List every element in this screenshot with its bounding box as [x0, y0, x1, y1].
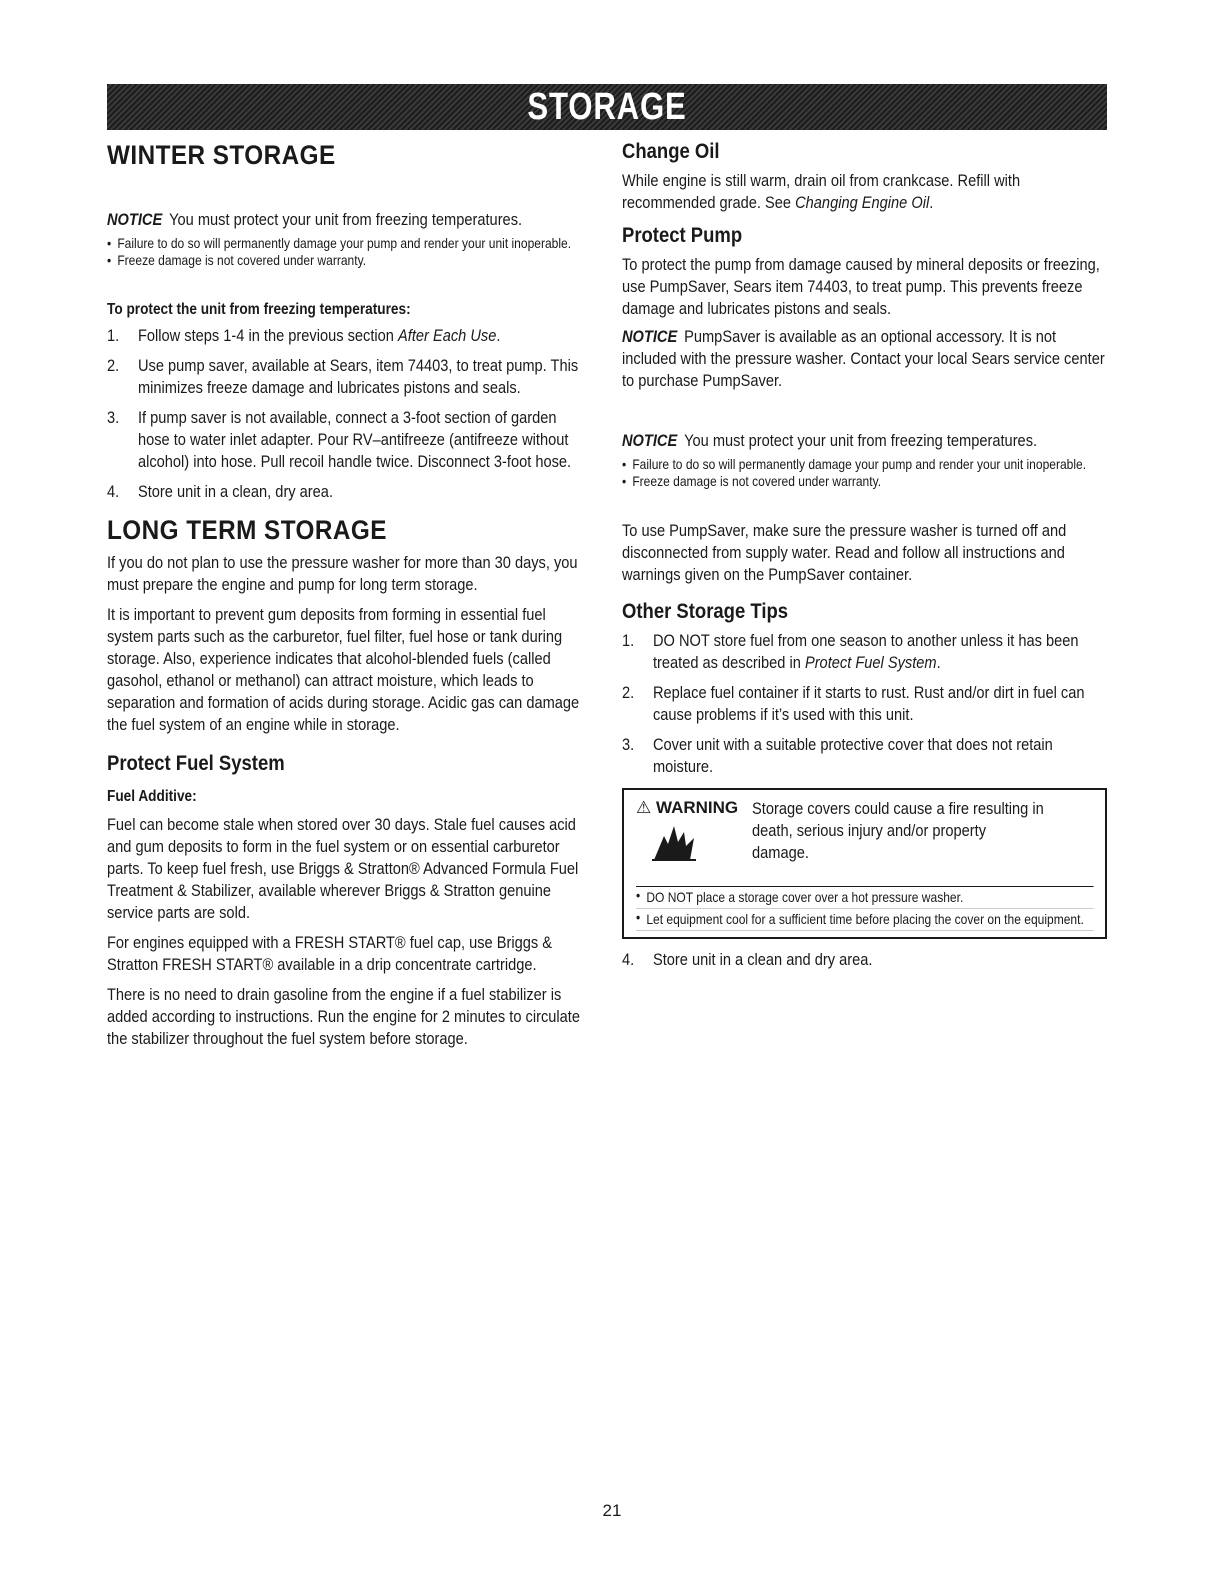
- change-oil-text: While engine is still warm, drain oil from crankcase. Refill with recommended grade. See Changing Engine Oil.: [622, 171, 1021, 212]
- protect-pump-heading: Protect Pump: [622, 224, 743, 247]
- warning-triangle-icon: ⚠: [636, 798, 652, 817]
- storage-tip-4: [622, 949, 1106, 971]
- warning-box: [622, 788, 1107, 939]
- notice-label: NOTICE: [107, 210, 163, 229]
- winter-storage-heading: WINTER STORAGE: [107, 140, 336, 170]
- fuel-paragraph: There is no need to drain gasoline from the engine if a fuel stabilizer is added according to instructions. Run the engine for 2 minutes to circulate the stabilizer throughout the fuel system before storage.: [107, 985, 580, 1048]
- protect-fuel-system-heading: Protect Fuel System: [107, 752, 285, 775]
- right-column: [622, 140, 1107, 979]
- fire-hazard-icon: [650, 822, 698, 862]
- pumpsaver-instructions: To use PumpSaver, make sure the pressure washer is turned off and disconnected from supply water. Read and follow all instructions and warnings given on the PumpSaver container.: [622, 521, 1067, 584]
- freezing-notice-bullets: [622, 456, 1106, 490]
- list-item: • Freeze damage is not covered under warranty.: [107, 252, 367, 268]
- long-term-storage-heading: LONG TERM STORAGE: [107, 515, 387, 545]
- page-number: 21: [602, 1501, 622, 1520]
- list-item: • Let equipment cool for a sufficient time before placing the cover on the equipment.: [636, 909, 1094, 931]
- winter-notice-bullets: [107, 235, 586, 269]
- warning-label: ⚠ WARNING: [636, 798, 739, 817]
- other-storage-tips-heading: Other Storage Tips: [622, 600, 789, 623]
- list-item: 3. If pump saver is not available, connect a 3-foot section of garden hose to water inlet adapter. Pour RV–antifreeze (antifreeze without alcohol) into hose. Pull recoil handle twice. Disconnect 3-foot hose.: [107, 408, 572, 471]
- long-term-paragraph: If you do not plan to use the pressure washer for more than 30 days, you must prepare the engine and pump for long term storage.: [107, 553, 578, 594]
- fuel-paragraph: For engines equipped with a FRESH START® fuel cap, use Briggs & Stratton FRESH START® available in a drip concentrate cartridge.: [107, 933, 552, 974]
- list-item: 4. Store unit in a clean and dry area.: [622, 950, 873, 969]
- list-item: 3. Cover unit with a suitable protective cover that does not retain moisture.: [622, 735, 1053, 776]
- list-item: 2. Use pump saver, available at Sears, item 74403, to treat pump. This minimizes freeze damage and lubricates pistons and seals.: [107, 356, 579, 397]
- list-item: 4. Store unit in a clean, dry area.: [107, 482, 334, 501]
- list-item: 1. DO NOT store fuel from one season to another unless it has been treated as described in Protect Fuel System.: [622, 631, 1079, 672]
- fuel-additive-heading: Fuel Additive:: [107, 788, 197, 805]
- storage-tips-list: [622, 630, 1106, 778]
- fuel-paragraph: Fuel can become stale when stored over 30 days. Stale fuel causes acid and gum deposits to form in the fuel system or on essential carburetor parts. To keep fuel fresh, use Briggs & Stratton® Advanced Formula Fuel Treatment & Stabilizer, available wherever Briggs & Stratton genuine service parts are sold.: [107, 815, 579, 922]
- freezing-notice: NOTICE You must protect your unit from freezing temperatures. • Failure to do so will permanently damage your pump and render your unit inoperable. • Freeze damage is not covered under warranty.: [622, 430, 1107, 490]
- notice-text: You must protect your unit from freezing temperatures.: [169, 210, 523, 229]
- warning-text: Storage covers could cause a fire resulting in death, serious injury and/or property damage.: [752, 799, 1044, 862]
- storage-banner: [107, 84, 1107, 130]
- change-oil-heading: Change Oil: [622, 140, 720, 163]
- winter-notice: [107, 209, 587, 269]
- warning-bullets: [636, 886, 1094, 931]
- list-item: 2. Replace fuel container if it starts to rust. Rust and/or dirt in fuel can cause problems if it’s used with this unit.: [622, 683, 1085, 724]
- protect-unit-heading: To protect the unit from freezing temperatures:: [107, 301, 411, 318]
- winter-steps: [107, 325, 586, 503]
- protect-pump-text: To protect the pump from damage caused by mineral deposits or freezing, use PumpSaver, Sears item 74403, to treat pump. This prevents freeze damage and lubricates pistons and seals.: [622, 255, 1100, 318]
- long-term-paragraph: It is important to prevent gum deposits from forming in essential fuel system parts such as the carburetor, fuel filter, fuel hose or tank during storage. Also, experience indicates that alcohol-blended fuels (called gasohol, ethanol or methanol) can attract moisture, which leads to separation and formation of acids during storage. Acidic gas can damage the fuel system of an engine while in storage.: [107, 605, 580, 734]
- banner-title: STORAGE: [527, 86, 687, 128]
- list-item: • DO NOT place a storage cover over a hot pressure washer.: [636, 887, 1094, 909]
- warning-header: [636, 798, 1095, 864]
- list-item: • Failure to do so will permanently damage your pump and render your unit inoperable.: [622, 456, 1087, 472]
- list-item: • Freeze damage is not covered under warranty.: [622, 473, 882, 489]
- list-item: • Failure to do so will permanently damage your pump and render your unit inoperable.: [107, 235, 572, 251]
- list-item: 1. Follow steps 1-4 in the previous section After Each Use.: [107, 326, 501, 345]
- left-column: [107, 140, 587, 1050]
- pumpsaver-notice: NOTICE PumpSaver is available as an optional accessory. It is not included with the pressure washer. Contact your local Sears service center to purchase PumpSaver.: [622, 327, 1105, 390]
